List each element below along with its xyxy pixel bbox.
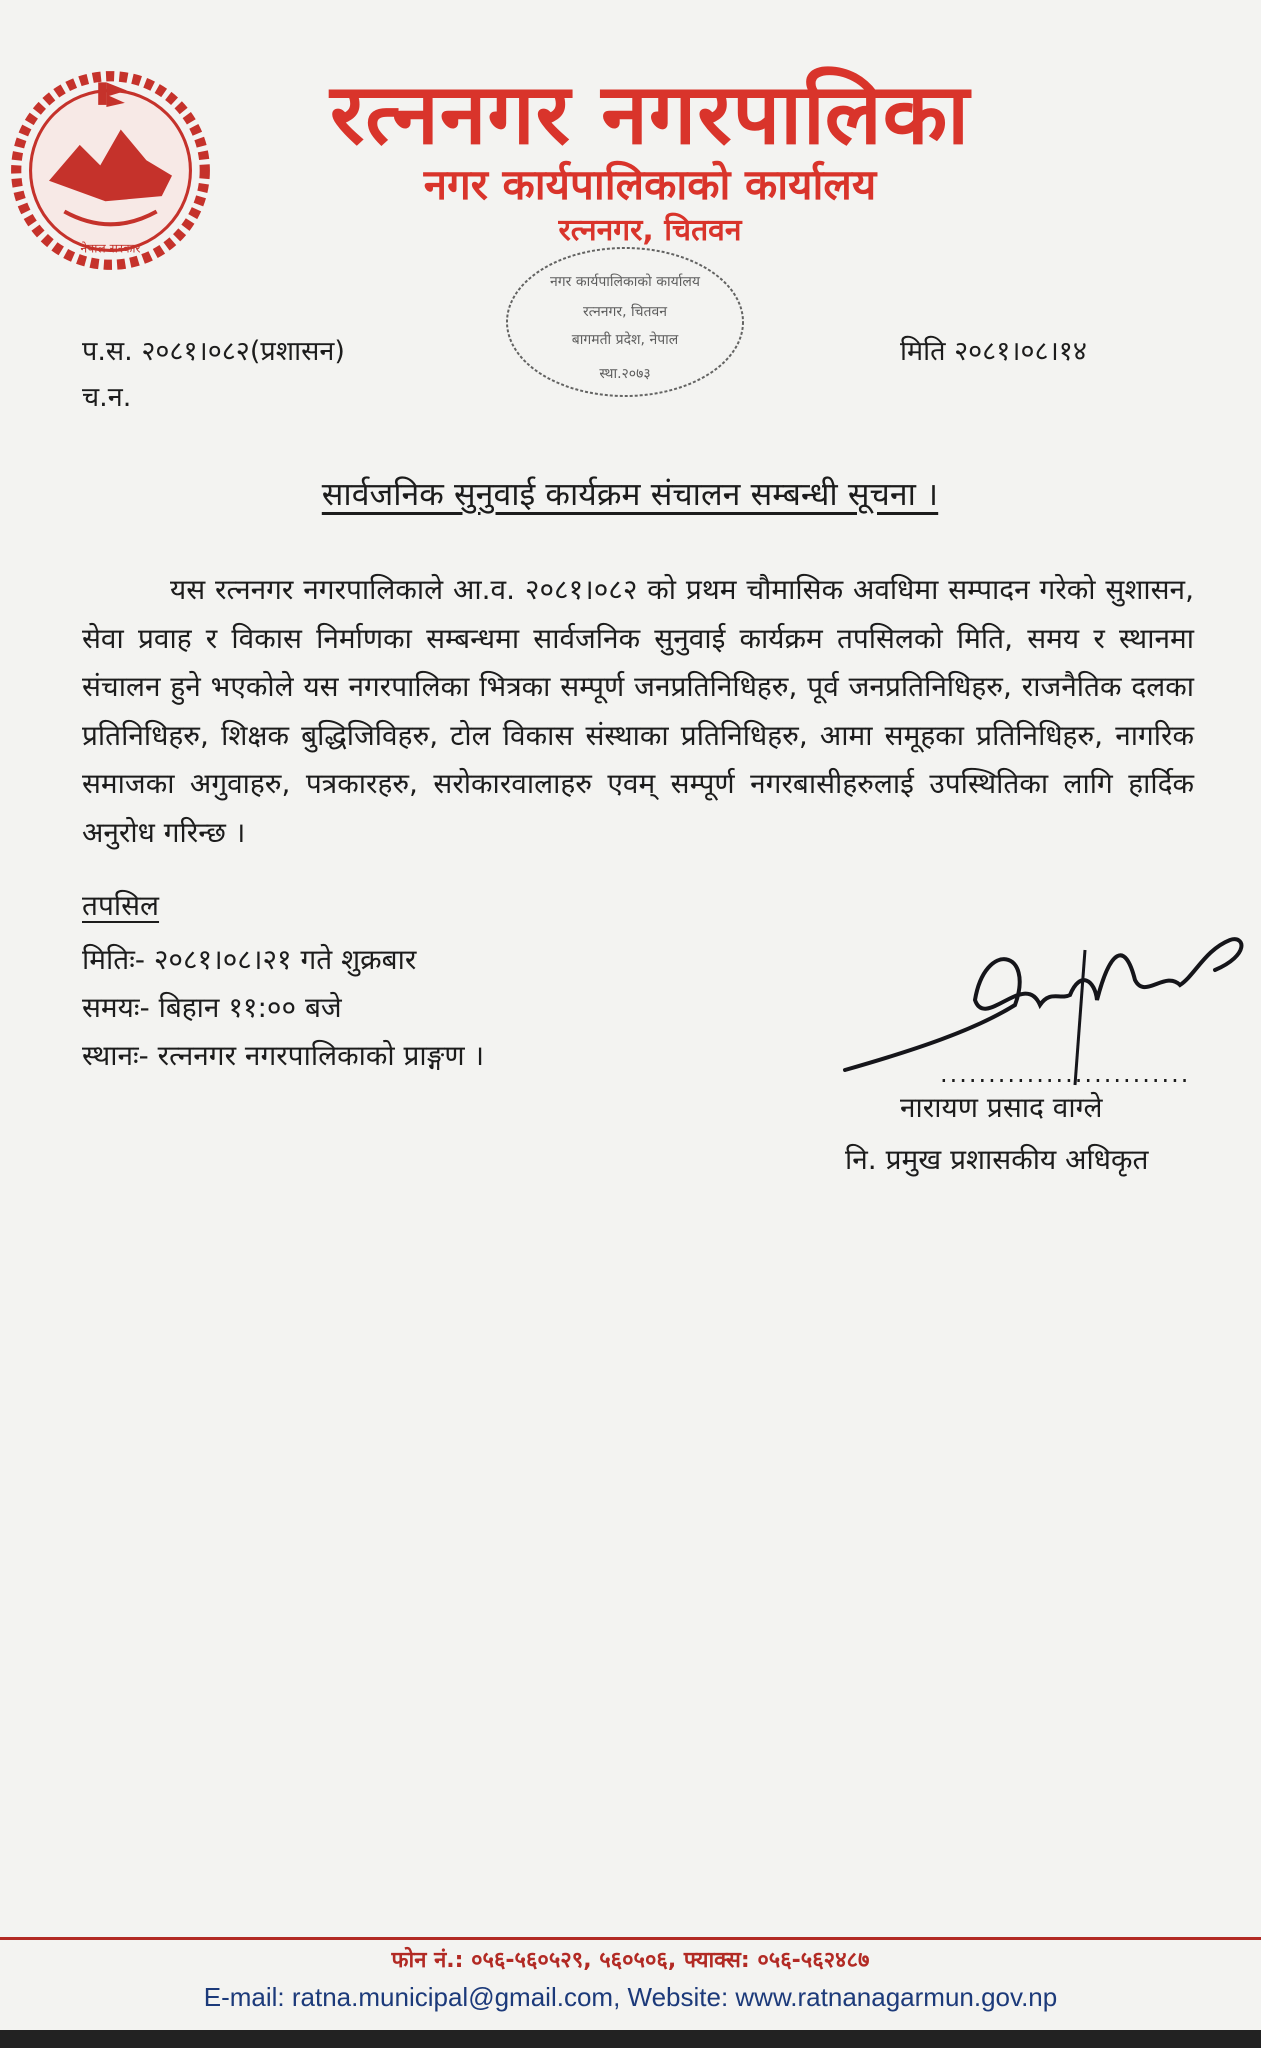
footer-divider — [0, 1937, 1261, 1940]
organization-name: रत्ननगर नगरपालिका — [330, 65, 970, 163]
stamp-line: रत्ननगर, चितवन — [582, 304, 668, 320]
notice-body: यस रत्ननगर नगरपालिकाले आ.व. २०८१।०८२ को प्रथम चौमासिक अवधिमा सम्पादन गरेको सुशासन, सेवा प्रवाह र विकास निर्माणका सम्बन्धमा सार्वजनिक सुनुवाई कार्यक्रम तपसिलको मिति, समय र स्थानमा संचालन हुने भएकोले यस नगरपालिका भित्रका सम्पूर्ण जनप्रतिनिधिहरु, पूर्व जनप्रतिनिधिहरु, राजनैतिक दलका प्रतिनिधिहरु, शिक्षक बुद्धिजिविहरु, टोल विकास संस्थाका प्रतिनिधिहरु, आमा समूहका प्रतिनिधिहरु, नागरिक समाजका अगुवाहरु, पत्रकारहरु, सरोकारवालाहरु एवम् सम्पूर्ण नगरबासीहरुलाई उपस्थितिका लागि हार्दिक अनुरोध गरिन्छ । — [82, 573, 1194, 849]
stamp-line: स्था.२०७३ — [599, 366, 651, 382]
emblem-label: नेपाल सरकार — [80, 241, 141, 256]
details-place: स्थानः- रत्ननगर नगरपालिकाको प्राङ्गण । — [82, 1039, 485, 1072]
nepal-emblem-logo — [8, 68, 213, 273]
office-stamp — [495, 240, 755, 410]
notice-subject: सार्वजनिक सुनुवाई कार्यक्रम संचालन सम्बन्धी सूचना । — [321, 475, 939, 513]
letter-date: मिति २०८१।०८।१४ — [900, 336, 1087, 367]
signatory-title: नि. प्रमुख प्रशासकीय अधिकृत — [845, 1143, 1149, 1176]
dispatch-number: च.न. — [82, 382, 132, 413]
details-heading: तपसिल — [82, 889, 160, 922]
stamp-line: बागमती प्रदेश, नेपाल — [571, 332, 679, 348]
reference-number: प.स. २०८१।०८२(प्रशासन) — [82, 336, 345, 367]
details-time: समयः- बिहान ११:०० बजे — [82, 991, 342, 1024]
signature-line: .......................... — [940, 1060, 1191, 1088]
office-address: रत्ननगर, चितवन — [558, 213, 742, 248]
footer-contact: E-mail: ratna.municipal@gmail.com, Website: www.ratnanagarmun.gov.np — [203, 1982, 1058, 2012]
signatory-name: नारायण प्रसाद वाग्ले — [900, 1091, 1103, 1124]
details-date: मितिः- २०८१।०८।२१ गते शुक्रबार — [82, 943, 417, 976]
scan-edge — [0, 2030, 1261, 2048]
stamp-line: नगर कार्यपालिकाको कार्यालय — [550, 274, 700, 290]
footer-phone: फोन नं.: ०५६-५६०५२९, ५६०५०६, फ्याक्स: ०५६-५६२४८७ — [391, 1948, 870, 1973]
office-name: नगर कार्यपालिकाको कार्यालय — [423, 160, 877, 209]
